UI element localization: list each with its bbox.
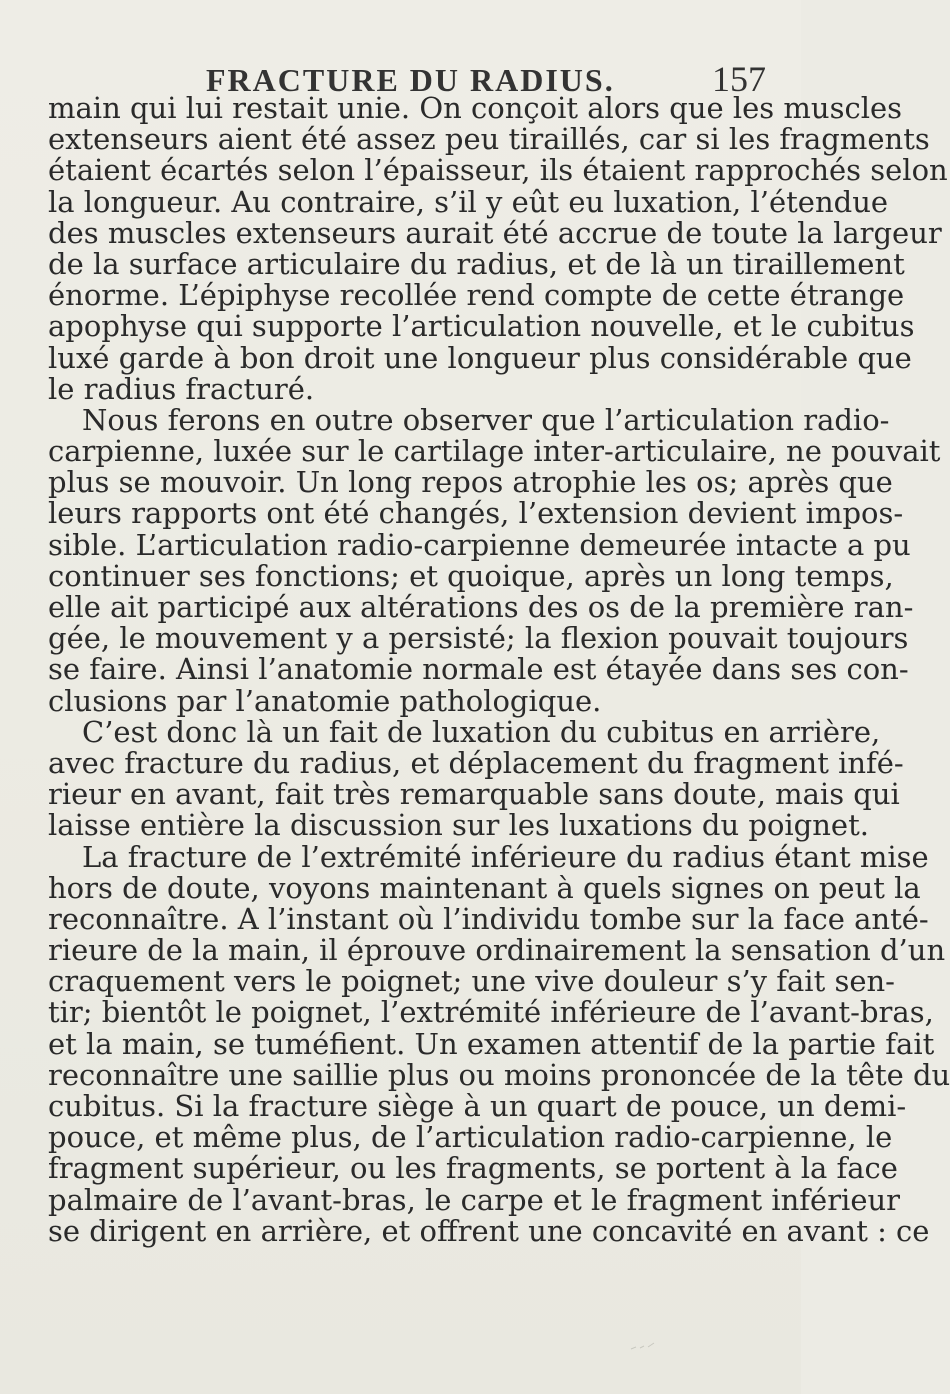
text-line: hors de doute, voyons maintenant à quels signes on peut la	[48, 870, 921, 905]
text-line: avec fracture du radius, et déplacement du fragment infé-	[48, 745, 904, 780]
text-line: apophyse qui supporte l’articulation nouvelle, et le cubitus	[48, 309, 915, 344]
text-line: luxé garde à bon droit une longueur plus considérable que	[48, 340, 912, 375]
text-line: des muscles extenseurs aurait été accrue de toute la largeur	[48, 215, 942, 250]
text-line: continuer ses fonctions; et quoique, après un long temps,	[48, 558, 894, 593]
text-line: la longueur. Au contraire, s’il y eût eu luxation, l’étendue	[48, 184, 889, 219]
text-line: carpienne, luxée sur le cartilage inter-articulaire, ne pouvait	[48, 434, 941, 469]
text-line: se dirigent en arrière, et offrent une concavité en avant : ce	[48, 1213, 930, 1248]
text-line: laisse entière la discussion sur les luxations du poignet.	[48, 808, 869, 843]
text-line: main qui lui restait unie. On conçoit alors que les muscles	[48, 91, 903, 125]
text-line: elle ait participé aux altérations des os de la première ran-	[48, 590, 914, 624]
running-title: FRACTURE DU RADIUS.	[206, 62, 615, 98]
text-line: rieure de la main, il éprouve ordinairement la sensation d’un	[48, 933, 946, 968]
paper-speck-shape	[630, 1341, 656, 1351]
text-line: leurs rapports ont été changés, l’extension devient impos-	[48, 496, 904, 531]
text-line: palmaire de l’avant-bras, le carpe et le fragment inférieur	[48, 1182, 901, 1217]
body-text	[48, 91, 950, 1248]
paragraph-start-line: Nous ferons en outre observer que l’articulation radio-	[82, 402, 890, 437]
text-line: pouce, et même plus, de l’articulation radio-carpienne, le	[48, 1120, 893, 1155]
text-line: de la surface articulaire du radius, et de là un tiraillement	[48, 246, 905, 281]
text-line: tir; bientôt le poignet, l’extrémité inférieure de l’avant-bras,	[48, 995, 934, 1030]
text-line: rieur en avant, fait très remarquable sans doute, mais qui	[48, 777, 900, 812]
text-line: et la main, se tuméfient. Un examen attentif de la partie fait	[48, 1026, 935, 1061]
text-line: craquement vers le poignet; une vive douleur s’y fait sen-	[48, 964, 895, 999]
text-line: se faire. Ainsi l’anatomie normale est étayée dans ses con-	[48, 652, 909, 687]
text-line: reconnaître. A l’instant où l’individu tombe sur la face anté-	[48, 901, 929, 936]
text-line: fragment supérieur, ou les fragments, se portent à la face	[48, 1151, 898, 1186]
text-line: étaient écartés selon l’épaisseur, ils étaient rapprochés selon	[48, 153, 948, 188]
text-line: extenseurs aient été assez peu tiraillés, car si les fragments	[48, 122, 930, 157]
paragraph-start-line: C’est donc là un fait de luxation du cubitus en arrière,	[82, 714, 881, 749]
text-line: cubitus. Si la fracture siège à un quart de pouce, un demi-	[48, 1089, 907, 1123]
page-number: 157	[712, 59, 766, 99]
text-line: le radius fracturé.	[48, 371, 315, 406]
text-line: reconnaître une saillie plus ou moins prononcée de la tête du	[48, 1057, 950, 1092]
text-line: sible. L’articulation radio-carpienne demeurée intacte a pu	[48, 527, 911, 562]
text-line: plus se mouvoir. Un long repos atrophie les os; après que	[48, 465, 893, 500]
text-line: clusions par l’anatomie pathologique.	[48, 683, 602, 718]
paragraph-start-line: La fracture de l’extrémité inférieure du radius étant mise	[82, 839, 929, 874]
paper-speck	[630, 1340, 656, 1350]
text-line: énorme. L’épiphyse recollée rend compte de cette étrange	[48, 278, 905, 313]
text-line: gée, le mouvement y a persisté; la flexion pouvait toujours	[48, 621, 909, 656]
